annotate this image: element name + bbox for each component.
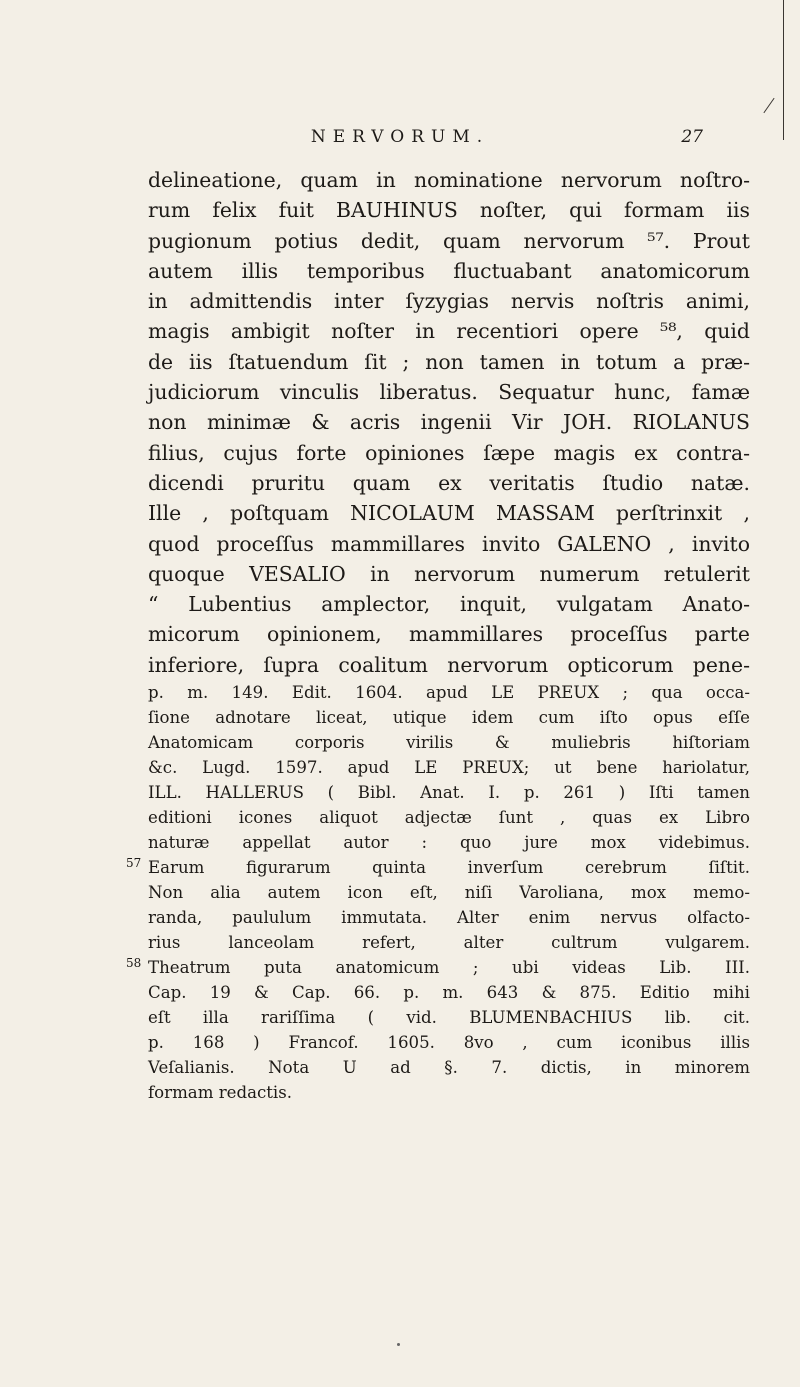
- text-line: quod proceſſus mammillares invito GALENO , invito: [148, 531, 750, 556]
- text-line: magis ambigit noſter in recentiori opere ⁵⁸, quid: [148, 319, 750, 344]
- ink-speck: [397, 1343, 400, 1346]
- text-line: Ille , poſtquam NICOLAUM MASSAM perſtrinxit ,: [148, 501, 750, 526]
- footnote-text: formam redactis.: [148, 1083, 293, 1102]
- text-line: quoque VESALIO in nervorum numerum retulerit: [148, 561, 750, 586]
- page-header: [100, 127, 703, 153]
- footnote-text: Veſalianis. Nota U ad §. 7. dictis, in minorem: [148, 1058, 750, 1077]
- running-title: NERVORUM.: [310, 127, 490, 147]
- text-line: filius, cujus forte opiniones ſæpe magis ex contra-: [148, 440, 750, 465]
- footnote-marker: 57: [126, 856, 142, 870]
- footnote-line: [148, 705, 750, 730]
- text-line: non minimæ & acris ingenii Vir JOH. RIOLANUS: [148, 410, 750, 435]
- footnote-marker: 58: [126, 956, 142, 970]
- text-line: rum felix fuit BAUHINUS noſter, qui formam iis: [148, 198, 750, 223]
- footnote-text: Non alia autem icon eſt, niſi Varoliana, mox memo-: [148, 883, 750, 902]
- footnote-text: ILL. HALLERUS ( Bibl. Anat. I. p. 261 ) Iſti tamen: [148, 783, 750, 802]
- text-line: inferiore, ſupra coalitum nervorum opticorum pene-: [148, 652, 750, 677]
- footnote-text: Cap. 19 & Cap. 66. p. m. 643 & 875. Editio mihi: [148, 983, 750, 1002]
- footnote-text: Anatomicam corporis virilis & muliebris hiſtoriam: [148, 733, 750, 752]
- footnote-line: [148, 730, 750, 755]
- footnote-text: Earum figurarum quinta inverſum cerebrum ſiſtit.: [148, 858, 750, 877]
- footnote-text: randa, paululum immutata. Alter enim nervus olfacto-: [148, 908, 750, 927]
- footnote-line: [148, 930, 750, 955]
- footnote-line: [148, 805, 750, 830]
- footnote-line: [148, 1005, 750, 1030]
- page-number: 27: [681, 127, 703, 147]
- footnote-text: ſione adnotare liceat, utique idem cum iſto opus eſſe: [148, 708, 750, 727]
- footnote-line: [148, 1030, 750, 1055]
- footnote-line: [126, 855, 750, 880]
- text-line: de iis ſtatuendum ſit ; non tamen in totum a præ-: [148, 349, 750, 374]
- page-edge-line: [783, 0, 784, 140]
- text-line: judiciorum vinculis liberatus. Sequatur hunc, famæ: [148, 380, 750, 405]
- footnote-line: [126, 955, 750, 980]
- footnote-text: Theatrum puta anatomicum ; ubi videas Lib. III.: [148, 958, 750, 977]
- footnote-text: rius lanceolam refert, alter cultrum vulgarem.: [148, 933, 750, 952]
- footnote-text: editioni icones aliquot adjectæ ſunt , quas ex Libro: [148, 808, 750, 827]
- text-line: autem illis temporibus fluctuabant anatomicorum: [148, 258, 750, 283]
- footnote-line: [148, 905, 750, 930]
- footnote-line: [148, 755, 750, 780]
- text-line: pugionum potius dedit, quam nervorum ⁵⁷. Prout: [148, 228, 750, 253]
- footnote-line: [148, 880, 750, 905]
- footnote-text: &c. Lugd. 1597. apud LE PREUX; ut bene hariolatur,: [148, 758, 750, 777]
- text-line: micorum opinionem, mammillares proceſſus parte: [148, 622, 750, 647]
- footnote-line: [148, 980, 750, 1005]
- footnote-line: [148, 780, 750, 805]
- footnote-text: eſt illa rariſſima ( vid. BLUMENBACHIUS lib. cit.: [148, 1008, 750, 1027]
- text-line: dicendi pruritu quam ex veritatis ſtudio natæ.: [148, 470, 750, 495]
- text-line: “ Lubentius amplector, inquit, vulgatam Anato-: [148, 592, 750, 617]
- text-line: delineatione, quam in nominatione nervorum noſtro-: [148, 168, 750, 192]
- text-line: in admittendis inter ſyzygias nervis noſtris animi,: [148, 289, 750, 314]
- footnote-line: [148, 1055, 750, 1080]
- page-edge-mark: [763, 98, 774, 113]
- footnote-text: naturæ appellat autor : quo jure mox videbimus.: [148, 833, 750, 852]
- footnote-text: p. 168 ) Francof. 1605. 8vo , cum iconibus illis: [148, 1033, 750, 1052]
- footnote-line: [148, 680, 750, 705]
- footnotes: [126, 680, 750, 1105]
- main-text: [148, 165, 750, 680]
- footnote-line: [148, 1080, 750, 1105]
- footnote-line: [148, 830, 750, 855]
- footnote-text: p. m. 149. Edit. 1604. apud LE PREUX ; qua occa-: [148, 683, 750, 702]
